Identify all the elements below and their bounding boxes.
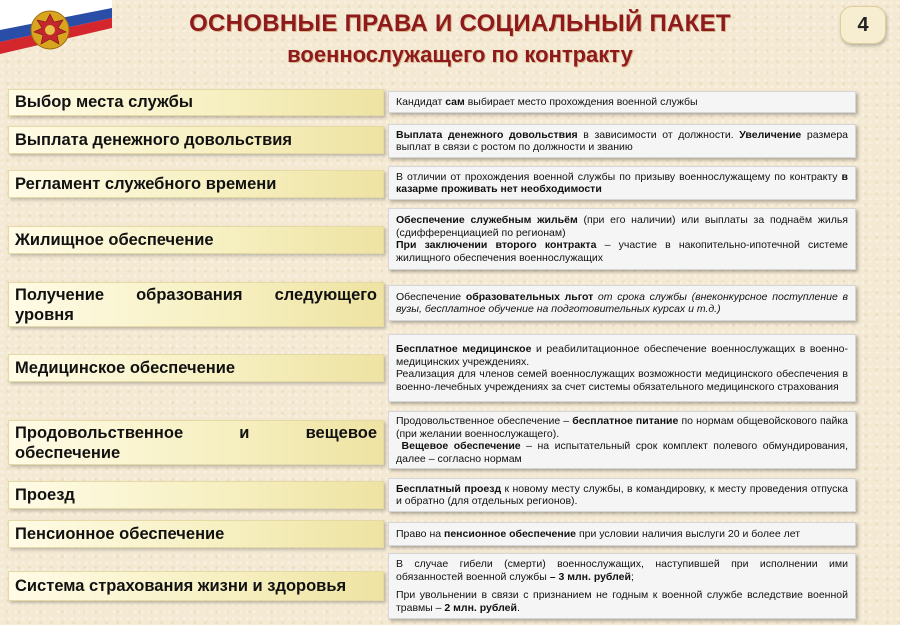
- row-label-pension: Пенсионное обеспечение: [8, 520, 384, 548]
- row-desc-service-place: Кандидат сам выбирает место прохождения военной службы: [388, 91, 856, 113]
- row-label-housing: Жилищное обеспечение: [8, 226, 384, 254]
- row-label-pay: Выплата денежного довольствия: [8, 126, 384, 154]
- title-line-1: ОСНОВНЫЕ ПРАВА И СОЦИАЛЬНЫЙ ПАКЕТ: [189, 10, 731, 37]
- row-desc-travel: Бесплатный проезд к новому месту службы, в командировку, к месту проведения отпуска и обратно (для отдельных регионов).: [388, 478, 856, 512]
- row-label-insurance: Система страхования жизни и здоровья: [8, 571, 384, 601]
- row-label-medical: Медицинское обеспечение: [8, 354, 384, 382]
- row-label-service-place: Выбор места службы: [8, 89, 384, 116]
- page-title: [150, 10, 770, 68]
- row-desc-medical: Бесплатное медицинское и реабилитационное обеспечение военнослужащих в военно-медицинских учреждениях. Реализация для членов семей военнослужащих возможности медицинского обеспечения в военно-лечебных учреждениях за счет системы обязательного медицинского страхования: [388, 334, 856, 402]
- row-desc-insurance: В случае гибели (смерти) военнослужащих, наступившей при исполнении ими обязанностей военной службы – 3 млн. рублей; При увольнении в связи с признанием не годным к военной службе вследствие военной травмы – 2 млн. рублей.: [388, 553, 856, 619]
- row-desc-food-clothing: Продовольственное обеспечение – бесплатное питание по нормам общевойскового пайка (при желании военнослужащего). Вещевое обеспечение – на испытательный срок комплект полевого обмундирования, далее – согласно нормам: [388, 411, 856, 469]
- row-desc-service-time: В отличии от прохождения военной службы по призыву военнослужащему по контракту в казарме проживать нет необходимости: [388, 166, 856, 200]
- row-label-education-text: Получение образования следующего уровня: [15, 285, 377, 324]
- row-label-travel: Проезд: [8, 481, 384, 509]
- row-desc-education: Обеспечение образовательных льгот от срока службы (внеконкурсное поступление в вузы, бесплатное обучение на подготовительных курсах и т.д.): [388, 285, 856, 321]
- row-label-service-time: Регламент служебного времени: [8, 170, 384, 198]
- row-desc-housing: Обеспечение служебным жильём (при его наличии) или выплаты за поднаём жилья (сдифференциацией по регионам) При заключении второго контракта – участие в накопительно-ипотечной системе жилищного обеспечения военнослужащих: [388, 208, 856, 270]
- title-line-2: военнослужащего по контракту: [287, 42, 633, 67]
- row-label-food-clothing: [8, 420, 384, 465]
- russian-armed-forces-emblem-icon: [0, 0, 112, 62]
- row-label-education: [8, 282, 384, 327]
- row-desc-pension: Право на пенсионное обеспечение при условии наличия выслуги 20 и более лет: [388, 522, 856, 546]
- page-number-badge: 4: [840, 6, 886, 44]
- row-desc-pay: Выплата денежного довольствия в зависимости от должности. Увеличение размера выплат в связи с ростом по должности и званию: [388, 124, 856, 158]
- row-label-food-clothing-text: Продовольственное и вещевое обеспечение: [15, 423, 377, 462]
